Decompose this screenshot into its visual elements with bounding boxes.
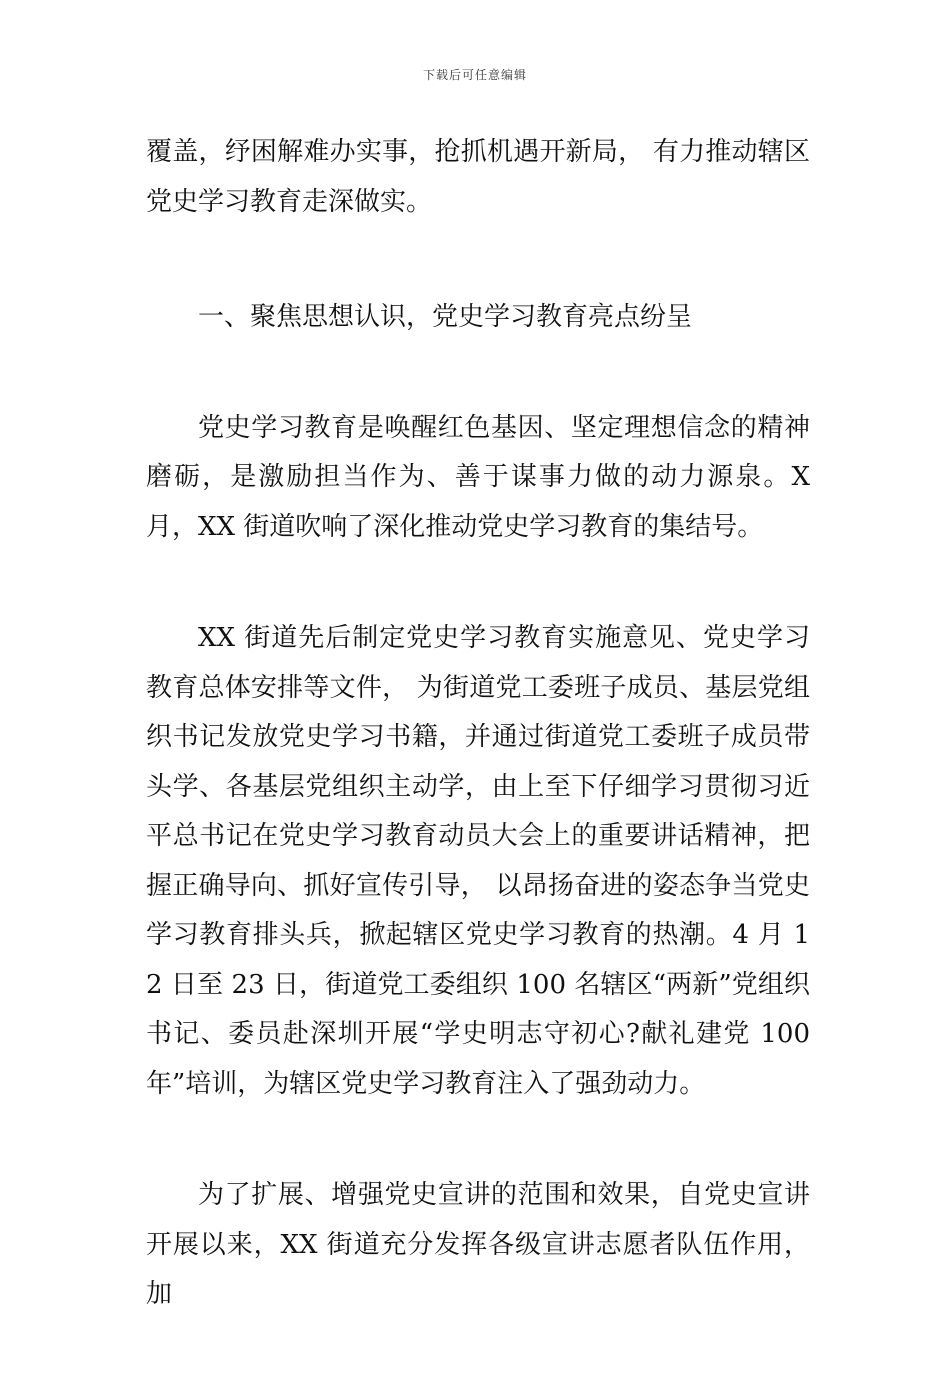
paragraph: 为了扩展、增强党史宣讲的范围和效果，自党史宣讲开展以来，XX 街道充分发挥各级宣讲志愿者队伍作用，加 — [146, 1180, 810, 1309]
paragraph: 党史学习教育是唤醒红色基因、坚定理想信念的精神磨砺，是激励担当作为、善于谋事力做的动力源泉。X 月，XX 街道吹响了深化推动党史学习教育的集结号。 — [146, 412, 810, 542]
section-heading: 一、聚焦思想认识，党史学习教育亮点纷呈 — [198, 302, 693, 332]
document-body — [146, 128, 810, 1382]
paragraph: XX 街道先后制定党史学习教育实施意见、党史学习教育总体安排等文件， 为街道党工委班子成员、基层党组织书记发放党史学习书籍，并通过街道党工委班子成员带头学、各基层党组织主动学，由上至下仔细学习贯彻习近平总书记在党史学习教育动员大会上的重要讲话精神，把握正确导向、抓好宣传引导， 以昂扬奋进的姿态争当党史学习教育排头兵，掀起辖区党史学习教育的热潮。4 月 12 日至 23 日，街道党工委组织 100 名辖区“两新”党组织书记、委员赴深圳开展“学史明志守初心?献礼建党 100 年”培训，为辖区党史学习教育注入了强劲动力。 — [146, 623, 810, 1099]
paragraph-continuation: 覆盖，纾困解难办实事，抢抓机遇开新局， 有力推动辖区党史学习教育走深做实。 — [146, 137, 810, 217]
page-header: 下载后可任意编辑 — [422, 68, 527, 82]
